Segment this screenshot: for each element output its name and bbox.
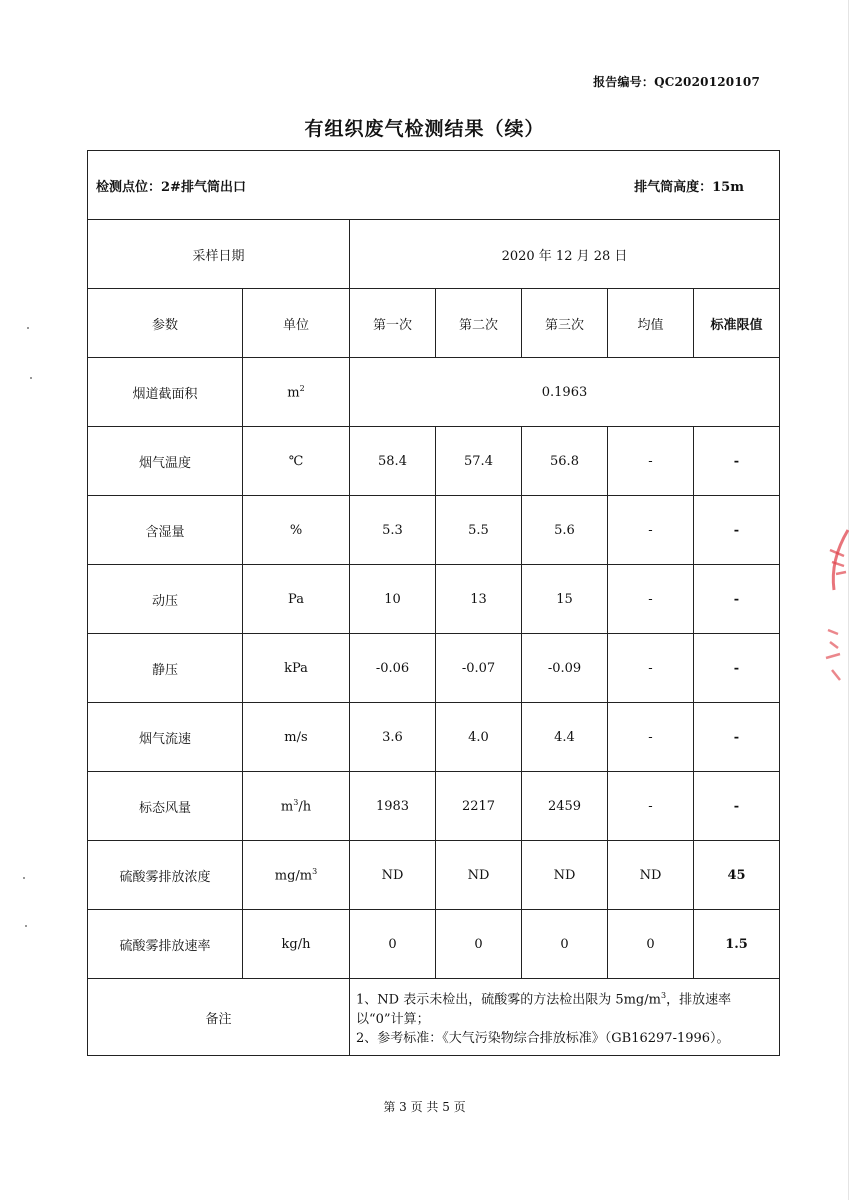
value-cell: 5.3	[350, 496, 436, 565]
avg-cell: -	[608, 496, 694, 565]
unit-cell: $mg/m^3$	[243, 841, 350, 910]
value-cell: 5.5	[436, 496, 522, 565]
limit-cell: -	[694, 634, 780, 703]
value-cell: 4.4	[522, 703, 608, 772]
sampling-date-value: 2020 年 12 月 28 日	[350, 220, 780, 289]
table-row	[88, 772, 780, 841]
param-cell: 静压	[88, 634, 243, 703]
column-header: 均值	[608, 289, 694, 358]
remark-text	[350, 979, 780, 1056]
stack-height	[634, 176, 744, 195]
table-row	[88, 841, 780, 910]
report-number-label: 报告编号：	[593, 75, 655, 89]
column-header: 单位	[243, 289, 350, 358]
limit-cell: -	[694, 496, 780, 565]
unit-cell: $m^2$	[243, 358, 350, 427]
column-header: 第一次	[350, 289, 436, 358]
param-cell: 硫酸雾排放浓度	[88, 841, 243, 910]
value-cell: 3.6	[350, 703, 436, 772]
value-cell: 0	[522, 910, 608, 979]
value-cell: -0.09	[522, 634, 608, 703]
avg-cell: -	[608, 634, 694, 703]
table-row	[88, 496, 780, 565]
remark-line-2: 2、参考标准：《大气污染物综合排放标准》（GB16297-1996）。	[356, 1030, 730, 1046]
limit-cell: -	[694, 565, 780, 634]
table-row	[88, 703, 780, 772]
value-cell: ND	[522, 841, 608, 910]
limit-cell: 45	[694, 841, 780, 910]
value-cell: 13	[436, 565, 522, 634]
value-cell: 57.4	[436, 427, 522, 496]
value-cell: 10	[350, 565, 436, 634]
param-cell: 烟道截面积	[88, 358, 243, 427]
remark-line-1: 1、ND 表示未检出，硫酸雾的方法检出限为 $5mg/m^3$，排放速率以“0”计算；	[356, 991, 732, 1027]
value-cell: 56.8	[522, 427, 608, 496]
param-cell: 含湿量	[88, 496, 243, 565]
stack-height-label: 排气筒高度：	[634, 179, 713, 195]
column-header: 参数	[88, 289, 243, 358]
param-cell: 动压	[88, 565, 243, 634]
unit-cell: $m^3/h$	[243, 772, 350, 841]
scan-speck	[23, 877, 25, 879]
table-row	[88, 634, 780, 703]
seal-stamp-partial	[820, 520, 849, 700]
value-cell: ND	[350, 841, 436, 910]
value-cell: 0	[436, 910, 522, 979]
limit-cell: 1.5	[694, 910, 780, 979]
sampling-date-row	[88, 220, 780, 289]
value-cell: 4.0	[436, 703, 522, 772]
column-header-limit: 标准限值	[694, 289, 780, 358]
value-cell: 15	[522, 565, 608, 634]
monitoring-point-value: 2#排气筒出口	[161, 179, 246, 195]
remark-label: 备注	[88, 979, 350, 1056]
table-row	[88, 427, 780, 496]
avg-cell: -	[608, 427, 694, 496]
avg-cell: -	[608, 772, 694, 841]
value-cell: -0.06	[350, 634, 436, 703]
value-cell: 1983	[350, 772, 436, 841]
unit-cell: Pa	[243, 565, 350, 634]
limit-cell: -	[694, 772, 780, 841]
result-table	[87, 150, 780, 1056]
limit-cell: -	[694, 427, 780, 496]
table-row	[88, 910, 780, 979]
value-cell: 2217	[436, 772, 522, 841]
unit-cell: ℃	[243, 427, 350, 496]
stack-height-value: 15m	[712, 179, 744, 195]
report-number-value: QC2020120107	[654, 75, 760, 89]
param-cell: 烟气温度	[88, 427, 243, 496]
scan-speck	[30, 377, 32, 379]
table-row	[88, 565, 780, 634]
column-header: 第三次	[522, 289, 608, 358]
scan-speck	[27, 327, 29, 329]
unit-cell: %	[243, 496, 350, 565]
unit-cell: m/s	[243, 703, 350, 772]
avg-cell: -	[608, 703, 694, 772]
value-cell: 58.4	[350, 427, 436, 496]
scan-speck	[25, 925, 27, 927]
sampling-date-label: 采样日期	[88, 220, 350, 289]
monitoring-point-label: 检测点位：	[96, 179, 162, 195]
value-cell: -0.07	[436, 634, 522, 703]
param-cell: 烟气流速	[88, 703, 243, 772]
avg-cell: 0	[608, 910, 694, 979]
value-cell: ND	[436, 841, 522, 910]
report-number	[560, 73, 760, 90]
unit-cell: kg/h	[243, 910, 350, 979]
unit-cell: kPa	[243, 634, 350, 703]
param-cell: 标态风量	[88, 772, 243, 841]
page-footer: 第 3 页 共 5 页	[383, 1100, 466, 1114]
table-row	[88, 358, 780, 427]
limit-cell: -	[694, 703, 780, 772]
value-cell: 0	[350, 910, 436, 979]
value-cell: 2459	[522, 772, 608, 841]
header-row	[88, 289, 780, 358]
avg-cell: -	[608, 565, 694, 634]
column-header: 第二次	[436, 289, 522, 358]
info-row	[88, 151, 780, 220]
document-title: 有组织废气检测结果（续）	[304, 118, 545, 140]
value-cell: 5.6	[522, 496, 608, 565]
monitoring-point	[96, 176, 246, 195]
remark-row	[88, 979, 780, 1056]
param-cell: 硫酸雾排放速率	[88, 910, 243, 979]
avg-cell: ND	[608, 841, 694, 910]
area-value-cell: 0.1963	[350, 358, 780, 427]
